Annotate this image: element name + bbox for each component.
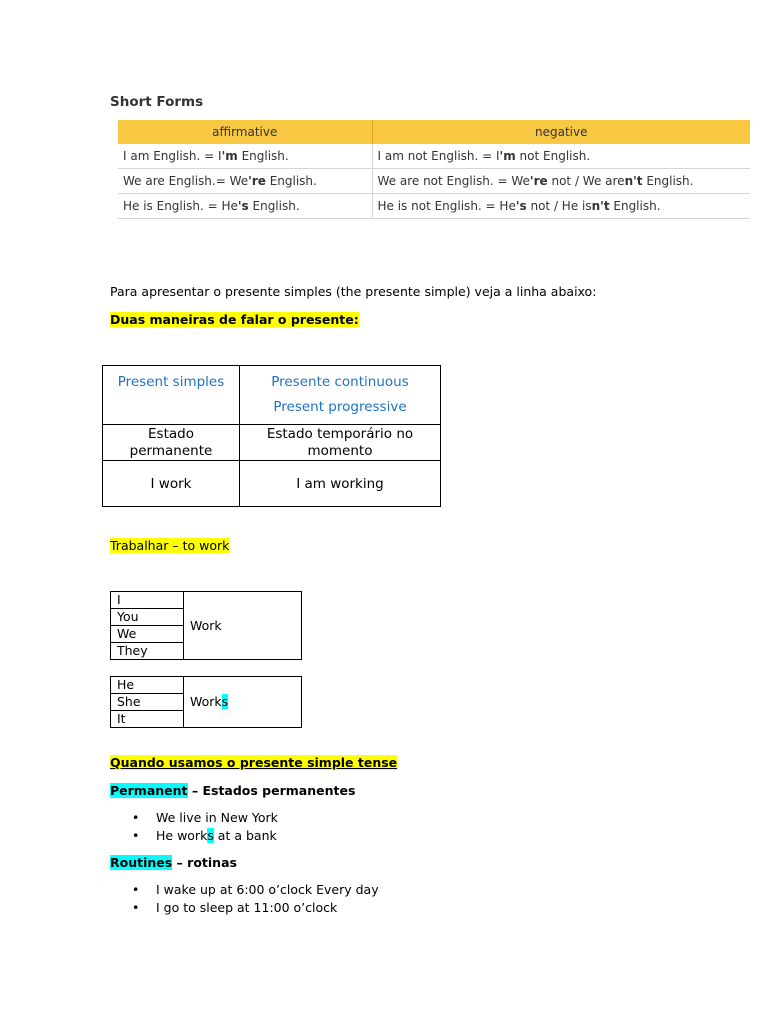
list-item-text-rest: at a bank <box>213 828 277 843</box>
list-item <box>110 809 278 827</box>
bullet: • <box>132 810 140 825</box>
text-segment: We are not English. = We <box>377 174 530 188</box>
pronoun-cell: You <box>111 609 184 626</box>
permanent-heading <box>110 783 355 798</box>
contraction: 's <box>515 199 527 213</box>
list-item-text: He work <box>156 828 208 843</box>
text-segment: English. <box>248 199 300 213</box>
text-segment: English. <box>609 199 661 213</box>
permanent-state-cell: Estado permanente <box>103 425 240 461</box>
short-forms-row <box>118 169 750 194</box>
pronoun-cell: It <box>111 711 184 728</box>
text-segment: English. <box>642 174 694 188</box>
short-forms-table <box>118 120 750 219</box>
list-item <box>110 899 379 917</box>
present-comparison-table <box>102 365 441 507</box>
present-continuous-header <box>240 366 441 425</box>
permanent-list <box>110 809 278 845</box>
pronoun-cell: She <box>111 694 184 711</box>
text-segment: not / We are <box>547 174 625 188</box>
conjugation-table-plural <box>110 591 302 660</box>
pronoun-cell: I <box>111 592 184 609</box>
to-work-text: Trabalhar – to work <box>110 538 230 553</box>
bullet: • <box>132 882 140 897</box>
routines-list <box>110 881 379 917</box>
contraction: 'm <box>499 149 516 163</box>
contraction: n't <box>591 199 610 213</box>
text-segment: He is English. = He <box>123 199 238 213</box>
pronoun-cell: We <box>111 626 184 643</box>
pronoun-cell: He <box>111 677 184 694</box>
list-item-text: I go to sleep at 11:00 o’clock <box>156 900 338 915</box>
present-progressive-text: Present progressive <box>273 399 407 415</box>
column-header-negative: negative <box>372 120 750 144</box>
list-item <box>110 881 379 899</box>
negative-cell <box>372 194 750 219</box>
list-item <box>110 827 278 845</box>
affirmative-cell <box>118 194 372 219</box>
verb-cell <box>184 677 302 728</box>
contraction: 'm <box>221 149 238 163</box>
intro-paragraph: Para apresentar o presente simples (the presente simple) veja a linha abaixo: <box>110 284 597 299</box>
permanent-label: Permanent <box>110 783 188 798</box>
two-ways-heading-text: Duas maneiras de falar o presente: <box>110 312 359 327</box>
two-ways-heading <box>110 312 359 327</box>
text-segment: I am English. = I <box>123 149 222 163</box>
affirmative-cell <box>118 169 372 194</box>
usage-heading-text: Quando usamos o presente simple tense <box>110 755 398 770</box>
text-segment: We are English.= We <box>123 174 249 188</box>
verb-cell: Work <box>184 592 302 660</box>
bullet: • <box>132 828 140 843</box>
i-am-working-cell: I am working <box>240 461 441 507</box>
usage-heading <box>110 755 397 770</box>
contraction: 're <box>529 174 548 188</box>
text-segment: not / He is <box>526 199 592 213</box>
present-simple-header <box>103 366 240 425</box>
present-continuous-text: Presente continuous <box>271 374 409 390</box>
conjugation-table-third-person <box>110 676 302 728</box>
short-forms-title: Short Forms <box>110 94 204 110</box>
negative-cell <box>372 169 750 194</box>
contraction: n't <box>624 174 643 188</box>
contraction: 's <box>237 199 249 213</box>
contraction: 're <box>248 174 266 188</box>
verb-suffix-highlight: s <box>221 694 229 709</box>
suffix-highlight: s <box>207 828 214 843</box>
routines-heading <box>110 855 237 870</box>
verb-stem: Work <box>190 694 222 709</box>
permanent-rest: – Estados permanentes <box>187 783 356 798</box>
text-segment: not English. <box>515 149 591 163</box>
column-header-affirmative: affirmative <box>118 120 372 144</box>
to-work-heading <box>110 538 229 553</box>
text-segment: English. <box>265 174 317 188</box>
bullet: • <box>132 900 140 915</box>
negative-cell <box>372 144 750 169</box>
affirmative-cell <box>118 144 372 169</box>
pronoun-cell: They <box>111 643 184 660</box>
list-item-text: We live in New York <box>156 810 278 825</box>
list-item-text: I wake up at 6:00 o’clock Every day <box>156 882 379 897</box>
temporary-state-cell: Estado temporário no momento <box>240 425 441 461</box>
text-segment: He is not English. = He <box>377 199 516 213</box>
present-simple-header-text: Present simples <box>117 374 225 390</box>
routines-rest: – rotinas <box>172 855 237 870</box>
i-work-cell: I work <box>103 461 240 507</box>
routines-label: Routines <box>110 855 173 870</box>
short-forms-row <box>118 144 750 169</box>
short-forms-row <box>118 194 750 219</box>
text-segment: English. <box>237 149 289 163</box>
text-segment: I am not English. = I <box>377 149 500 163</box>
